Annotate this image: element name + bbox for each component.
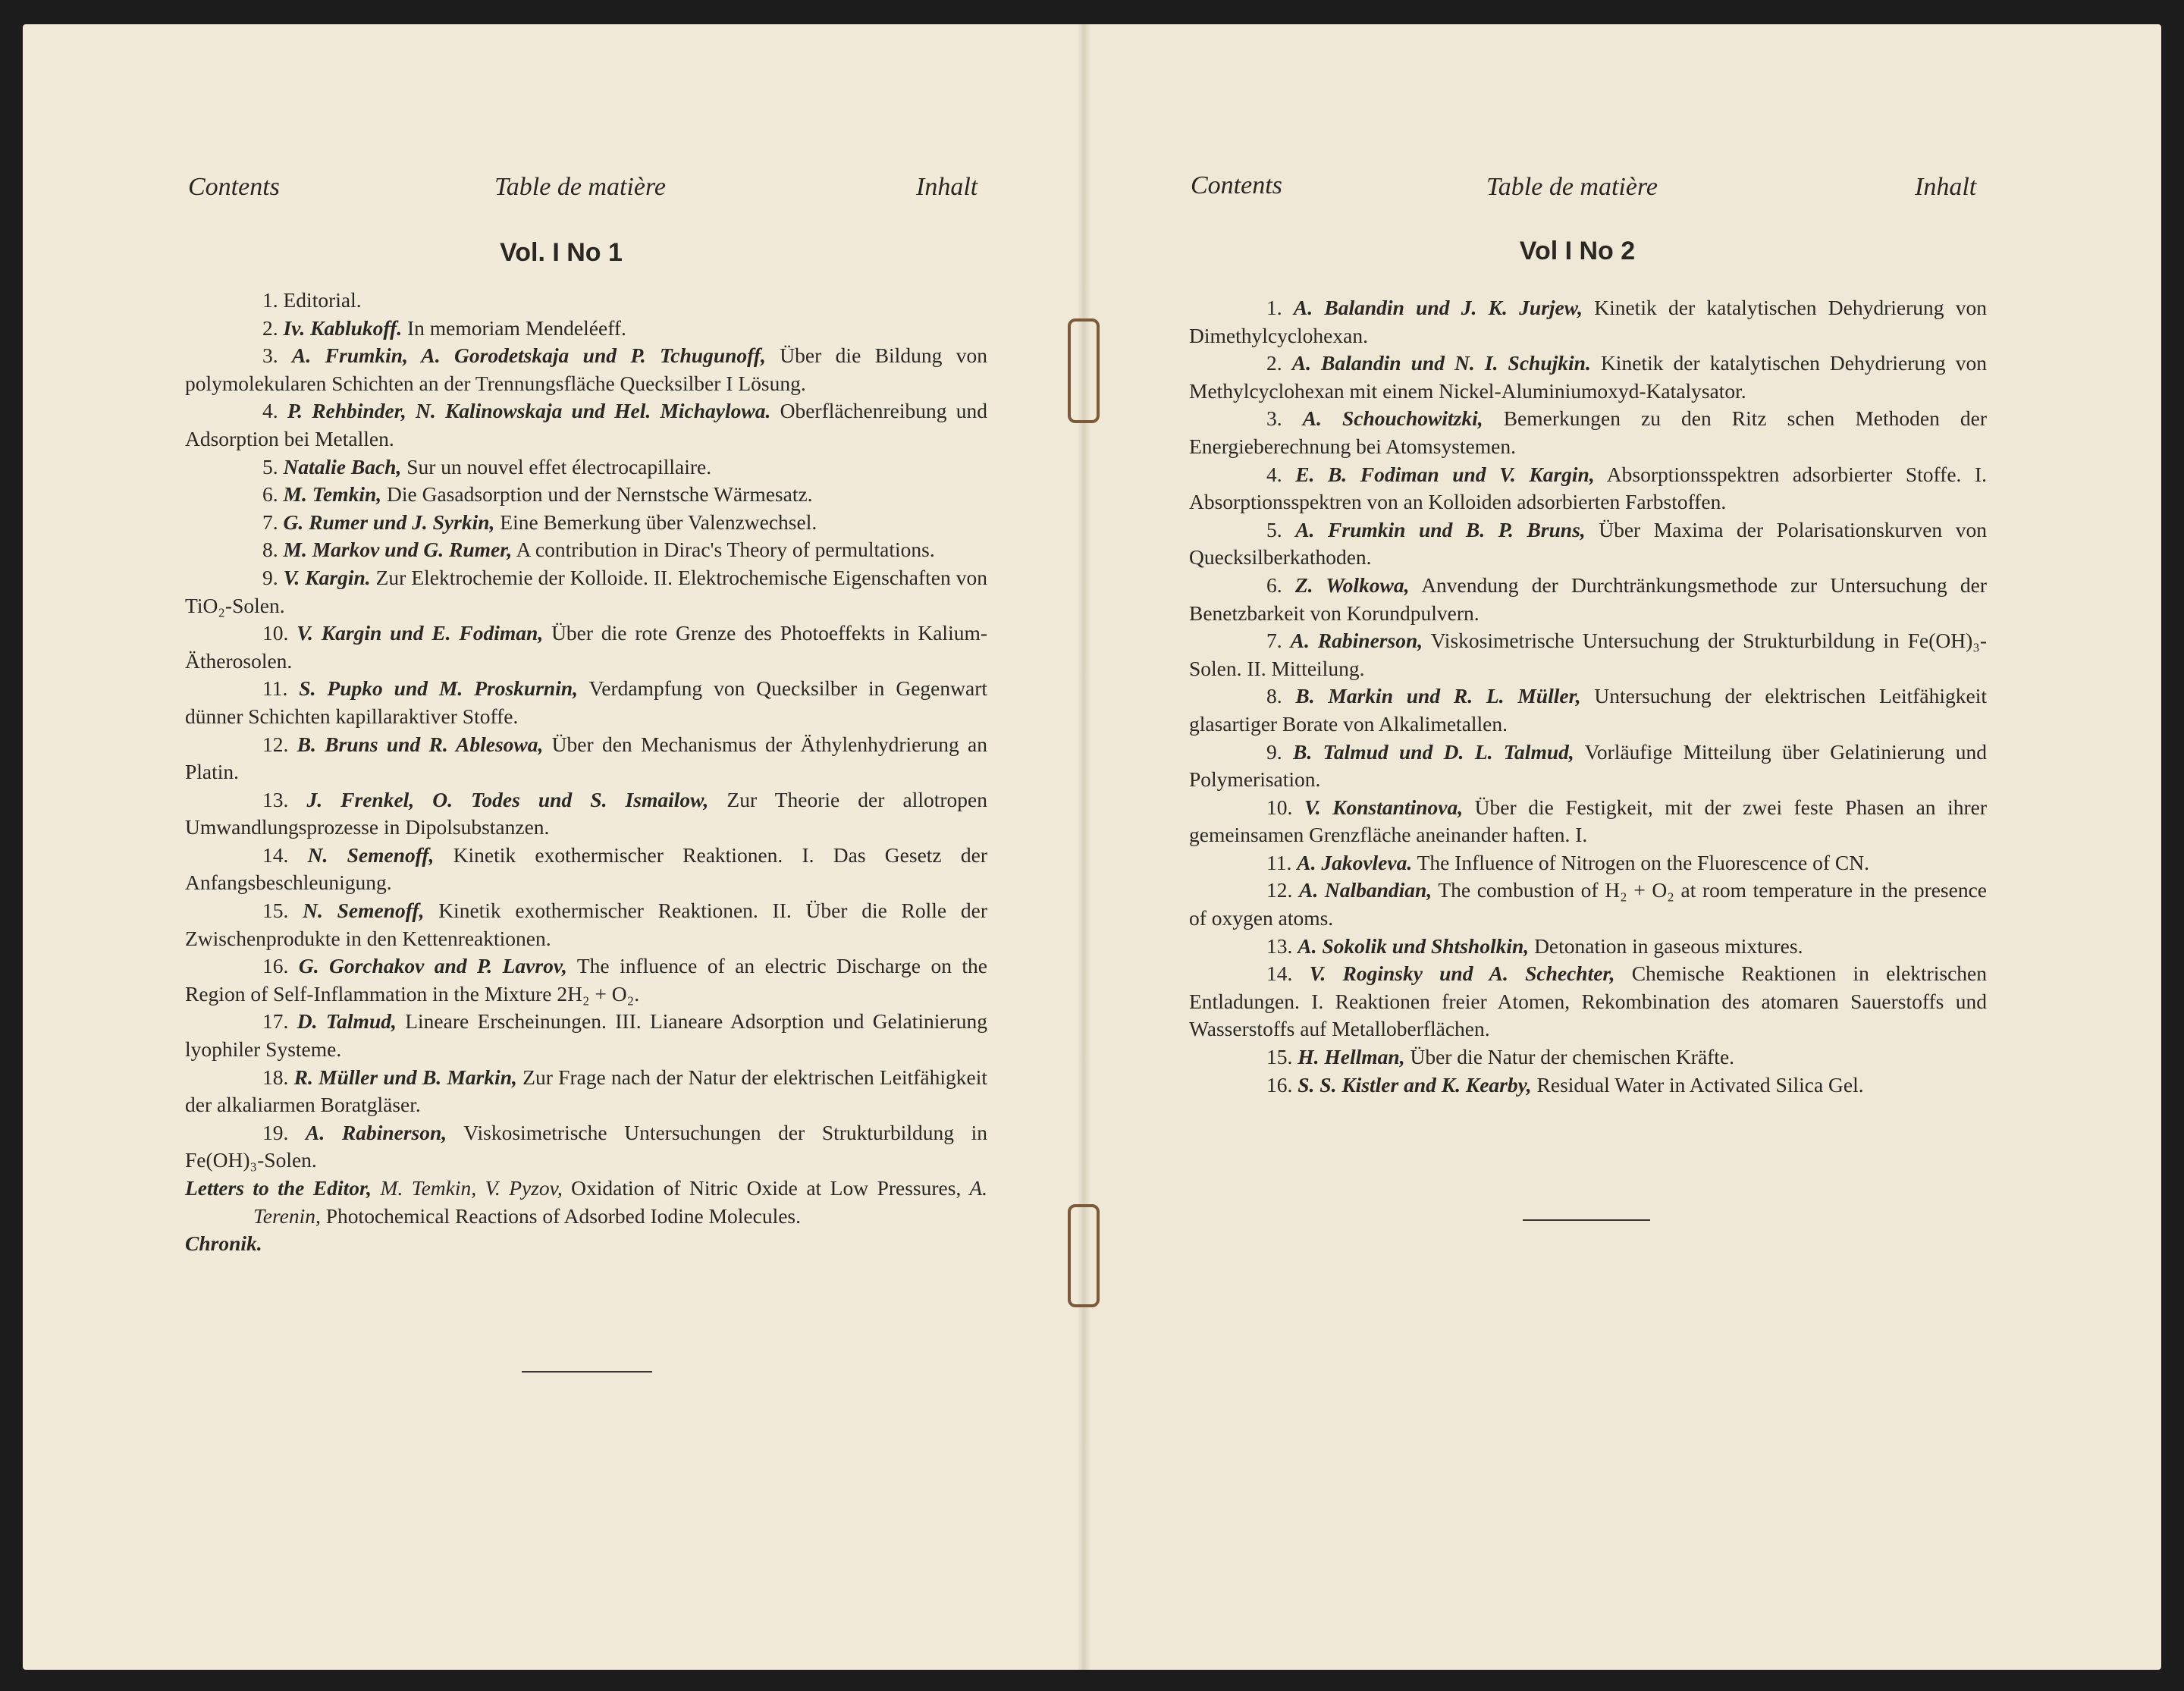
letters-authors-1: M. Temkin, V. Pyzov, xyxy=(372,1176,563,1200)
entry-authors: B. Bruns und R. Ablesowa, xyxy=(297,732,544,756)
entry-title: Über die rote Grenze des Photoeffekts in Kalium-Ätherosolen. xyxy=(185,621,988,673)
entry-number: 5. xyxy=(262,454,278,478)
left-end-rule xyxy=(522,1371,652,1373)
right-end-rule xyxy=(1523,1219,1650,1221)
toc-entry xyxy=(1189,739,1987,794)
entry-authors: M. Temkin, xyxy=(283,482,382,507)
entry-number: 2. xyxy=(262,315,278,340)
entry-authors: V. Kargin. xyxy=(283,565,371,589)
entry-authors: A. Nalbandian, xyxy=(1299,878,1432,902)
entry-title: Detonation in gaseous mixtures. xyxy=(1529,933,1803,958)
entry-number: 18. xyxy=(262,1065,289,1089)
entry-title: Lineare Erscheinungen. III. Lianeare Adsorption und Gelatinierung lyophiler Systeme. xyxy=(185,1009,987,1062)
entry-title: In memoriam Mendeléeff. xyxy=(402,315,626,340)
toc-entry xyxy=(185,509,987,537)
toc-entry xyxy=(1189,1043,1987,1071)
entry-title: Über den Mechanismus der Äthylenhydrierung an Platin. xyxy=(185,732,987,784)
entry-title: Bemerkungen zu den Ritz schen Methoden der Energieberechnung bei Atomsystemen. xyxy=(1189,406,1987,458)
entry-title: Anvendung der Durchtränkungsmethode zur Untersuchung der Benetzbarkeit von Korundpulvern. xyxy=(1189,573,1988,625)
toc-entry xyxy=(1189,794,1987,849)
toc-entry xyxy=(185,481,987,509)
entry-authors: S. Pupko und M. Proskurnin, xyxy=(299,676,579,701)
letters-to-editor xyxy=(185,1175,987,1230)
entry-title: Über die Bildung von polymolekularen Schichten an der Trennungsfläche Quecksilber I Lösung. xyxy=(185,344,987,395)
entry-number: 3. xyxy=(262,344,278,368)
toc-entry xyxy=(185,564,987,620)
entry-authors: E. B. Fodiman und V. Kargin, xyxy=(1295,462,1595,486)
entry-number: 3. xyxy=(1266,406,1282,431)
entry-title: Eine Bemerkung über Valenzwechsel. xyxy=(494,510,817,534)
toc-entry xyxy=(1189,572,1987,627)
entry-authors: A. Balandin und J. K. Jurjew, xyxy=(1293,296,1583,319)
toc-entry xyxy=(1189,877,1987,932)
entry-number: 11. xyxy=(262,676,288,701)
entry-title: Chemische Reaktionen in elektrischen Entladungen. I. Reaktionen freier Atomen, Rekombination des atomaren Sauerstoffs und Wasserstoffs auf Metalloberflächen. xyxy=(1189,962,1987,1041)
entry-title: Untersuchung der elektrischen Leitfähigkeit glasartiger Borate von Alkalimetallen. xyxy=(1189,684,1988,736)
entry-number: 11. xyxy=(1266,850,1292,874)
chronik: Chronik. xyxy=(185,1231,262,1256)
right-header-inhalt: Inhalt xyxy=(1915,173,1977,201)
entry-number: 6. xyxy=(262,482,278,507)
entry-title: Residual Water in Activated Silica Gel. xyxy=(1531,1072,1864,1096)
toc-entry xyxy=(1189,405,1987,460)
letters-title-2: Photochemical Reactions of Adsorbed Iodine Molecules. xyxy=(320,1203,802,1228)
entry-number: 2. xyxy=(1266,351,1282,375)
entry-authors: D. Talmud, xyxy=(297,1009,397,1034)
entry-authors: A. Rabinerson, xyxy=(1290,629,1423,653)
entry-number: 12. xyxy=(1266,878,1293,902)
left-volume-title: Vol. I No 1 xyxy=(500,238,623,267)
toc-entry xyxy=(1189,627,1987,682)
right-toc xyxy=(1189,294,1987,1099)
entry-authors: J. Frenkel, O. Todes und S. Ismailow, xyxy=(306,787,709,811)
entry-title: Sur un nouvel effet électrocapillaire. xyxy=(401,454,712,478)
toc-entry xyxy=(1189,1071,1987,1100)
right-header-contents: Contents xyxy=(1191,171,1282,199)
toc-entry xyxy=(1189,960,1987,1043)
toc-entry xyxy=(185,397,987,453)
entry-authors: A. Frumkin und B. P. Bruns, xyxy=(1295,517,1586,541)
entry-number: 1. xyxy=(262,288,278,312)
entry-title: Über Maxima der Polarisationskurven von Quecksilberkathoden. xyxy=(1189,517,1987,569)
entry-number: 10. xyxy=(1266,795,1293,819)
entry-title: Verdampfung von Quecksilber in Gegenwart dünner Schichten kapillaraktiver Stoffe. xyxy=(185,676,988,728)
entry-title: Kinetik der katalytischen Dehydrierung von Dimethylcyclohexan. xyxy=(1189,296,1988,347)
entry-number: 5. xyxy=(1266,517,1282,541)
entry-number: 13. xyxy=(262,787,289,811)
entry-title: Zur Elektrochemie der Kolloide. II. Elektrochemische Eigenschaften von TiO₂-Solen. xyxy=(185,565,988,617)
toc-entry xyxy=(185,620,987,675)
entry-authors: A. Balandin und N. I. Schujkin. xyxy=(1291,351,1591,375)
entry-authors: G. Rumer und J. Syrkin, xyxy=(283,510,495,534)
entry-title: Über die Natur der chemischen Kräfte. xyxy=(1404,1045,1735,1069)
entry-number: 15. xyxy=(1266,1045,1293,1069)
entry-title: Zur Frage nach der Natur der elektrischen Leitfähigkeit der alkaliarmen Boratgläser. xyxy=(185,1065,988,1117)
entry-number: 7. xyxy=(1266,629,1282,653)
entry-authors: B. Markin und R. L. Müller, xyxy=(1295,684,1581,708)
toc-entry xyxy=(185,952,987,1008)
entry-number: 13. xyxy=(1266,933,1293,958)
toc-entry xyxy=(1189,294,1987,350)
entry-title: Viskosimetrische Untersuchungen der Strukturbildung in Fe(OH)₃-Solen. xyxy=(185,1120,988,1172)
entry-authors: A. Schouchowitzki, xyxy=(1302,406,1483,431)
toc-entry xyxy=(185,536,987,564)
entry-number: 7. xyxy=(262,510,278,534)
toc-entry xyxy=(1189,682,1987,738)
entry-number: 16. xyxy=(1266,1072,1293,1096)
entry-title: Die Gasadsorption und der Nernstsche Wärmesatz. xyxy=(381,482,813,507)
entry-authors: V. Konstantinova, xyxy=(1304,795,1464,819)
entry-authors: P. Rehbinder, N. Kalinowskaja und Hel. Michaylowa. xyxy=(287,399,771,423)
left-header-table: Table de matière xyxy=(494,173,667,201)
entry-title: Zur Theorie der allotropen Umwandlungsprozesse in Dipolsubstanzen. xyxy=(185,787,987,839)
entry-title: The combustion of H₂ + O₂ at room temperature in the presence of oxygen atoms. xyxy=(1189,878,1988,930)
right-volume-title: Vol I No 2 xyxy=(1519,237,1636,265)
entry-authors: A. Sokolik und Shtsholkin, xyxy=(1298,933,1530,958)
entry-title: The Influence of Nitrogen on the Fluorescence of CN. xyxy=(1412,850,1869,874)
entry-number: 4. xyxy=(1266,462,1282,486)
entry-authors: G. Gorchakov and P. Lavrov, xyxy=(298,954,567,978)
toc-entry xyxy=(185,731,987,786)
entry-number: 8. xyxy=(262,538,278,562)
toc-entry xyxy=(185,675,987,730)
entry-title: Vorläufige Mitteilung über Gelatinierung und Polymerisation. xyxy=(1189,739,1988,792)
entry-authors: N. Semenoff, xyxy=(307,842,435,867)
staple-bottom xyxy=(1068,1204,1100,1307)
letters-label: Letters to the Editor, xyxy=(185,1176,372,1200)
entry-authors: Z. Wolkowa, xyxy=(1294,573,1410,597)
entry-number: 9. xyxy=(1266,739,1282,764)
entry-number: 10. xyxy=(262,621,289,645)
toc-entry xyxy=(185,315,987,343)
entry-number: 12. xyxy=(262,732,289,756)
entry-authors: S. S. Kistler and K. Kearby, xyxy=(1298,1072,1532,1096)
toc-entry xyxy=(185,897,987,952)
toc-entry xyxy=(185,1064,987,1119)
entry-title: Über die Festigkeit, mit der zwei feste Phasen an ihrer gemeinsamen Grenzfläche aneinander haften. I. xyxy=(1189,795,1988,847)
entry-authors: R. Müller und B. Markin, xyxy=(293,1065,517,1089)
entry-authors: Iv. Kablukoff. xyxy=(283,315,403,340)
entry-authors: A. Jakovleva. xyxy=(1297,850,1413,874)
toc-entry xyxy=(185,453,987,482)
toc-entry xyxy=(185,1008,987,1063)
toc-entry xyxy=(185,842,987,897)
toc-entry xyxy=(185,287,987,315)
entry-title: Kinetik exothermischer Reaktionen. I. Das Gesetz der Anfangsbeschleunigung. xyxy=(185,842,987,895)
entry-number: 14. xyxy=(262,842,289,867)
toc-entry xyxy=(1189,350,1987,405)
entry-authors: V. Kargin und E. Fodiman, xyxy=(297,621,544,645)
entry-authors: A. Frumkin, A. Gorodetskaja und P. Tchugunoff, xyxy=(292,344,766,368)
entry-number: 19. xyxy=(262,1120,289,1144)
entry-number: 8. xyxy=(1266,684,1282,708)
toc-entry xyxy=(185,342,987,397)
entry-title: Kinetik der katalytischen Dehydrierung von Methylcyclohexan mit einem Nickel-Aluminiumoxyd-Katalysator. xyxy=(1189,351,1987,403)
entry-title: The influence of an electric Discharge on the Region of Self-Inflammation in the Mixture 2H₂ + O₂. xyxy=(185,954,987,1006)
entry-authors: H. Hellman, xyxy=(1298,1045,1405,1069)
entry-authors: M. Markov und G. Rumer, xyxy=(283,538,513,562)
page-fold xyxy=(1077,24,1090,1670)
entry-number: 9. xyxy=(262,565,278,589)
left-header-inhalt: Inhalt xyxy=(916,173,978,201)
right-header-table: Table de matière xyxy=(1486,173,1658,201)
toc-entry xyxy=(1189,933,1987,961)
entry-authors: Natalie Bach, xyxy=(283,454,402,478)
entry-title: Editorial. xyxy=(283,288,362,312)
entry-number: 14. xyxy=(1266,962,1293,986)
entry-number: 16. xyxy=(262,954,289,978)
entry-number: 17. xyxy=(262,1009,289,1034)
entry-number: 6. xyxy=(1266,573,1282,597)
entry-number: 1. xyxy=(1266,296,1282,319)
entry-title: Kinetik exothermischer Reaktionen. II. Über die Rolle der Zwischenprodukte in den Kettenreaktionen. xyxy=(185,899,987,950)
entry-authors: B. Talmud und D. L. Talmud, xyxy=(1292,739,1574,764)
entry-authors: N. Semenoff, xyxy=(303,899,425,923)
entry-title: Oberflächenreibung und Adsorption bei Metallen. xyxy=(185,399,987,450)
entry-number: 15. xyxy=(262,899,289,923)
left-toc xyxy=(185,287,987,1258)
toc-entry xyxy=(185,1119,987,1175)
toc-entry xyxy=(1189,516,1987,572)
toc-entry xyxy=(1189,849,1987,877)
entry-number: 4. xyxy=(262,399,278,423)
entry-authors: V. Roginsky und A. Schechter, xyxy=(1309,962,1615,986)
entry-title: Viskosimetrische Untersuchung der Strukturbildung in Fe(OH)₃-Solen. II. Mitteilung. xyxy=(1189,629,1987,680)
toc-entry xyxy=(185,786,987,842)
left-header-contents: Contents xyxy=(188,173,280,201)
letters-title-1: Oxidation of Nitric Oxide at Low Pressures, xyxy=(562,1176,962,1200)
letters-authors-2: A. Terenin, xyxy=(253,1176,987,1228)
entry-title: A contribution in Dirac's Theory of permultations. xyxy=(512,538,935,562)
toc-entry xyxy=(1189,461,1987,516)
staple-top xyxy=(1068,318,1100,423)
entry-title: Absorptionsspektren adsorbierter Stoffe. I. Absorptionsspektren von an Kolloiden adsorbierten Farbstoffen. xyxy=(1189,462,1987,514)
entry-authors: A. Rabinerson, xyxy=(306,1120,447,1144)
